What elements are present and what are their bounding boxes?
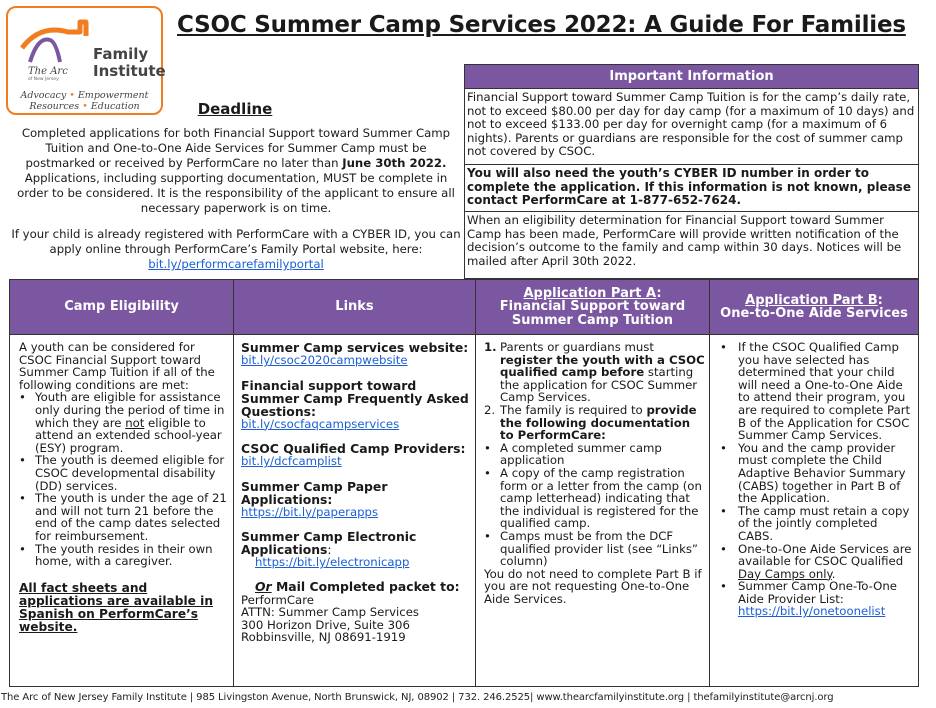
list-item: 1. Parents or guardians must register the youth with a CSOC qualified camp before starting the application for CSOC Summer Camp Services. — [484, 340, 705, 405]
info-notification-text: When an eligibility determination for Financial Support toward Summer Camp has been made, PerformCare will provide written notification of the decision’s outcome to the family and camp within 30 days. Notices will be mailed after April 30th 2022. — [467, 213, 902, 268]
deadline-text: Completed applications for both Financial Support toward Summer Camp Tuition and One-to-One Aide Services for Summer Camp must be postmarked or received by PerformCare no later than June 30th 2022. Applications, including supporting documentation, MUST be complete in order to be considered. It is the responsibility of the applicant to ensure all necessary paperwork is on time. — [17, 126, 455, 215]
part-b-heading-link[interactable]: Application Part B — [745, 292, 878, 308]
list-item: • One-to-One Aide Services are available for CSOC Qualified Day Camps only. — [720, 543, 912, 581]
link-title: Summer Camp Paper Applications: — [241, 478, 388, 507]
column-links — [234, 280, 476, 686]
link-title: Financial support toward Summer Camp Frequently Asked Questions: — [241, 377, 469, 419]
mail-address: PerformCare ATTN: Summer Camp Services 300 Horizon Drive, Suite 306 Robbinsville, NJ 08691-1919 — [241, 592, 419, 645]
page-footer: The Arc of New Jersey Family Institute | 985 Livingston Avenue, North Brunswick, NJ, 08902 | 732. 246.2525| www.thearcfamilyinstitute.org | thefamilyinstitute@arcnj.org — [1, 692, 834, 703]
info-cyber-id-text: You will also need the youth’s CYBER ID number in order to complete the application. If this information is not known, please contact PerformCare at 1-877-652-7624. — [465, 165, 918, 212]
important-information-heading: Important Information — [465, 65, 918, 89]
list-item: • The youth is deemed eligible for CSOC developmental disability (DD) services. — [19, 454, 227, 492]
important-information-box — [464, 64, 919, 279]
list-item: • If the CSOC Qualified Camp you have selected has determined that your child will need a One-to-One Aide to attend their program, you are required to complete Part B of the Application for CSOC Summer Camp Services. — [720, 341, 912, 442]
electronic-app-link[interactable]: https://bit.ly/electronicapp — [255, 555, 410, 570]
logo-arc-text: The Arc — [28, 66, 68, 77]
camp-eligibility-heading: Camp Eligibility — [10, 280, 233, 335]
camp-providers-link[interactable]: bit.ly/dcfcamplist — [241, 454, 342, 469]
family-institute-logo — [6, 6, 166, 115]
logo-nj-text: of New Jersey — [28, 77, 59, 82]
column-part-a — [476, 280, 710, 686]
family-portal-link[interactable]: bit.ly/performcarefamilyportal — [148, 257, 324, 271]
link-title: Summer Camp services website: — [241, 340, 469, 355]
list-item: • The youth is under the age of 21 and will not turn 21 before the end of the camp dates selected for reimbursement. — [19, 492, 227, 542]
arc-logo-icon — [20, 18, 90, 68]
cyber-id-text: If your child is already registered with PerformCare with a CYBER ID, you can apply online through PerformCare’s Family Portal website, here: bit.ly/performcarefamilyportal — [11, 227, 461, 271]
part-a-footer-note: You do not need to complete Part B if you are not requesting One-to-One Aide Services. — [484, 566, 702, 606]
deadline-heading: Deadline — [197, 100, 273, 118]
list-item: • A completed summer camp application — [484, 442, 705, 467]
column-camp-eligibility — [10, 280, 234, 686]
list-item: 2. The family is required to provide the following documentation to PerformCare: — [484, 402, 697, 443]
list-item: • Youth are eligible for assistance only during the period of time in which they are not eligible to attend an extended school-year (ESY) program. — [19, 391, 227, 454]
links-heading: Links — [234, 280, 475, 335]
logo-org-name: Family Institute — [93, 45, 166, 80]
link-title: CSOC Qualified Camp Providers: — [241, 441, 466, 457]
deadline-date: June 30th 2022. — [342, 156, 447, 170]
faq-link[interactable]: bit.ly/csocfaqcampservices — [241, 416, 400, 431]
paper-apps-link[interactable]: https://bit.ly/paperapps — [241, 504, 379, 519]
services-table — [9, 279, 919, 687]
one-to-one-list-link[interactable]: https://bit.ly/onetoonelist — [738, 604, 886, 619]
logo-tagline: Advocacy • Empowerment Resources • Education — [20, 90, 149, 112]
spanish-note: All fact sheets and applications are available in Spanish on PerformCare’s website. — [19, 580, 214, 634]
list-item: • You and the camp provider must complete the Child Adaptive Behavior Summary (CABS) together in Part B of the Application. — [720, 442, 912, 505]
page-title: CSOC Summer Camp Services 2022: A Guide For Families — [177, 12, 906, 38]
info-tuition-text: Financial Support toward Summer Camp Tuition is for the camp’s daily rate, not to exceed $80.00 per day for day camp (for a maximum of 10 days) and not to exceed $133.00 per day for overnight camp (for a maximum of 6 nights). Parents or guardians are responsible for the cost of summer camp not covered by CSOC. — [465, 89, 918, 165]
part-a-heading-link[interactable]: Application Part A — [523, 285, 657, 301]
list-item: • The youth resides in their own home, with a caregiver. — [19, 543, 227, 568]
column-part-b — [710, 280, 918, 686]
part-a-heading: Application Part A: Financial Support toward Summer Camp Tuition — [476, 280, 709, 335]
mail-heading: Or Mail Completed packet to: — [255, 578, 460, 594]
list-item: • Camps must be from the DCF qualified provider list (see “Links” column) — [484, 530, 705, 568]
list-item: • The camp must retain a copy of the jointly completed CABS. — [720, 505, 912, 543]
list-item: • Summer Camp One-To-One Aide Provider List: https://bit.ly/onetoonelist — [720, 580, 912, 618]
camp-website-link[interactable]: bit.ly/csoc2020campwebsite — [241, 353, 408, 367]
eligibility-intro: A youth can be considered for CSOC Financial Support toward Summer Camp Tuition if all of the following conditions are met: — [19, 340, 215, 392]
part-b-heading: Application Part B: One-to-One Aide Services — [710, 280, 918, 335]
link-title: Summer Camp Electronic Applications: — [241, 529, 417, 558]
list-item: • A copy of the camp registration form or a letter from the camp (on camp letterhead) indicating that the individual is registered for the qualified camp. — [484, 467, 705, 530]
